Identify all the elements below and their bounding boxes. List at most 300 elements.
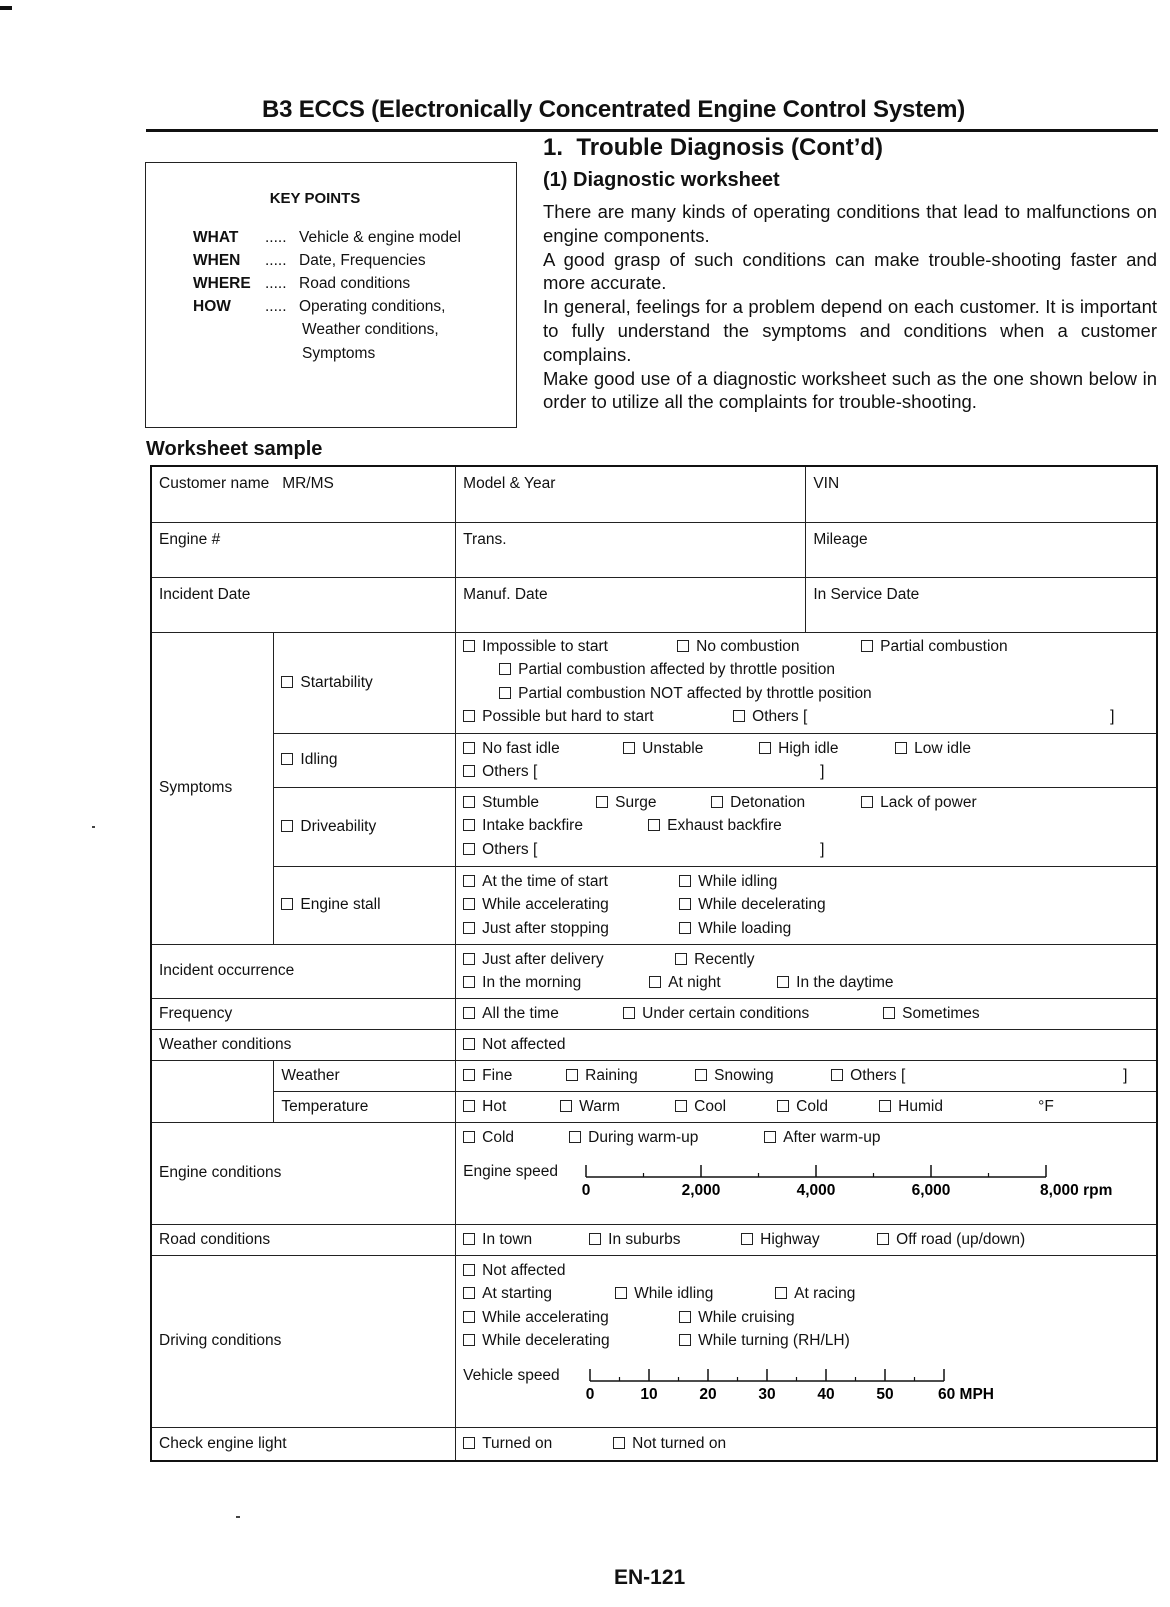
option-impossible[interactable] <box>463 635 608 659</box>
tick-label: 50 <box>876 1385 894 1403</box>
option-line <box>463 1282 1149 1306</box>
check-engine-label <box>151 1427 456 1461</box>
option-surge[interactable] <box>596 791 656 815</box>
option-humid[interactable] <box>879 1095 943 1119</box>
checkbox[interactable] <box>463 1334 475 1346</box>
checkbox[interactable] <box>679 875 691 887</box>
checkbox[interactable] <box>679 922 691 934</box>
option-label: Warm <box>579 1097 620 1115</box>
option-while-decelerating[interactable] <box>463 1329 610 1353</box>
checkbox[interactable] <box>463 1264 475 1276</box>
option-intake-backfire[interactable] <box>463 814 583 838</box>
option-detonation[interactable] <box>711 791 805 815</box>
vin-field[interactable] <box>806 466 1157 522</box>
checkbox[interactable] <box>463 640 475 652</box>
checkbox[interactable] <box>649 976 661 988</box>
tick-label: 20 <box>699 1385 717 1403</box>
checkbox[interactable] <box>589 1233 601 1245</box>
table-row <box>151 1091 1157 1122</box>
checkbox[interactable] <box>613 1437 625 1449</box>
option-label: Others [ <box>482 763 538 780</box>
option-label: While loading <box>698 919 792 937</box>
option-line <box>463 635 1149 659</box>
option-line <box>463 893 1149 917</box>
key-points-title: KEY POINTS <box>269 190 361 207</box>
option-unstable[interactable] <box>623 737 703 761</box>
field-label: Trans. <box>463 530 507 548</box>
option-line <box>463 1329 1149 1353</box>
option-highway[interactable] <box>741 1228 819 1252</box>
table-row <box>151 1060 1157 1091</box>
engine-stall-cell[interactable] <box>274 866 456 944</box>
option-label: Raining <box>585 1066 638 1084</box>
tick-label: 2,000 <box>681 1182 721 1199</box>
option-line <box>463 1228 1149 1252</box>
option-label: Highway <box>760 1230 820 1248</box>
paragraph: There are many kinds of operating conditions that lead to malfunctions on engine components. <box>543 201 1157 246</box>
option-at-night[interactable] <box>649 971 721 995</box>
row-label: Symptoms <box>159 779 233 796</box>
option-while-decelerating[interactable] <box>679 893 826 917</box>
key-point-how-cont: Symptoms <box>302 345 376 362</box>
checkbox[interactable] <box>281 820 293 832</box>
driveability-options <box>456 787 1157 866</box>
option-label: Off road (up/down) <box>896 1230 1026 1248</box>
option-label: Surge <box>615 793 657 811</box>
checkbox[interactable] <box>463 1287 475 1299</box>
temperature-options <box>456 1091 1157 1122</box>
scale-label: Engine speed <box>463 1163 558 1180</box>
option-high-idle[interactable] <box>759 737 838 761</box>
checkbox[interactable] <box>281 898 293 910</box>
engine-stall-options <box>456 866 1157 944</box>
key-point-dots: ..... <box>265 275 287 292</box>
customer-name-field[interactable] <box>151 466 456 522</box>
option-while-cruising[interactable] <box>679 1306 794 1330</box>
option-no-fast-idle[interactable] <box>463 737 560 761</box>
key-point-value: Date, Frequencies <box>299 252 426 269</box>
option-line <box>463 760 1149 784</box>
table-row <box>151 998 1157 1029</box>
startability-cell[interactable] <box>274 632 456 733</box>
worksheet-label: Worksheet sample <box>146 438 323 460</box>
option-not-affected[interactable] <box>463 1259 565 1283</box>
checkbox[interactable] <box>463 1233 475 1245</box>
row-label: Temperature <box>281 1097 369 1115</box>
option-in-suburbs[interactable] <box>589 1228 680 1252</box>
row-label: Frequency <box>159 1004 233 1022</box>
option-label: Unstable <box>642 739 704 757</box>
checkbox[interactable] <box>861 640 873 652</box>
engine-speed-scale <box>463 1161 1149 1205</box>
row-label: Weather <box>281 1066 340 1084</box>
option-label: At racing <box>794 1285 856 1302</box>
header-rule <box>146 129 1158 132</box>
engine-conditions-label <box>151 1122 456 1224</box>
scale-label: Vehicle speed <box>463 1366 560 1384</box>
checkbox[interactable] <box>615 1287 627 1299</box>
field-label: Mileage <box>813 530 868 548</box>
driving-conditions-label <box>151 1255 456 1427</box>
option-at-racing[interactable] <box>775 1282 855 1306</box>
option-label: Lack of power <box>880 793 977 811</box>
tick-label: 0 <box>581 1182 591 1199</box>
driving-conditions-options <box>456 1255 1157 1427</box>
option-while-loading[interactable] <box>679 917 791 941</box>
frequency-options <box>456 998 1157 1029</box>
option-line <box>463 1002 1149 1026</box>
option-lack-of-power[interactable] <box>861 791 977 815</box>
option-cool[interactable] <box>675 1095 726 1119</box>
option-while-turning[interactable] <box>679 1329 850 1353</box>
checkbox[interactable] <box>499 687 511 699</box>
option-label: Others [ <box>482 840 538 858</box>
option-line <box>463 948 1149 972</box>
option-exhaust-backfire[interactable] <box>648 814 782 838</box>
option-label: Detonation <box>730 793 806 811</box>
row-label: Incident occurrence <box>159 962 295 979</box>
table-row <box>151 577 1157 632</box>
checkbox[interactable] <box>879 1100 891 1112</box>
option-label: No combustion <box>696 637 800 655</box>
option-partial-affected[interactable] <box>499 658 835 682</box>
checkbox[interactable] <box>463 1007 475 1019</box>
tick-label: 40 <box>817 1385 835 1403</box>
option-label: Cold <box>796 1097 829 1115</box>
option-label: Just after stopping <box>482 919 609 937</box>
option-at-starting[interactable] <box>463 1282 552 1306</box>
option-label: While idling <box>698 872 778 890</box>
incident-occurrence-label <box>151 944 456 998</box>
option-in-the-daytime[interactable] <box>777 971 893 995</box>
checkbox[interactable] <box>463 1437 475 1449</box>
option-not-turned-on[interactable] <box>613 1432 726 1456</box>
option-cold[interactable] <box>777 1095 828 1119</box>
option-not-affected[interactable] <box>463 1033 565 1057</box>
option-label: Cold <box>482 1128 515 1146</box>
table-row <box>151 522 1157 577</box>
checkbox[interactable] <box>679 1334 691 1346</box>
field-label: Customer name <box>159 475 270 492</box>
option-others[interactable] <box>733 705 807 729</box>
checkbox[interactable] <box>741 1233 753 1245</box>
option-line <box>463 1432 1149 1456</box>
checkbox[interactable] <box>463 1069 475 1081</box>
checkbox[interactable] <box>648 819 660 831</box>
checkbox[interactable] <box>499 663 511 675</box>
key-points-box <box>145 162 517 428</box>
manuf-date-field[interactable] <box>456 577 806 632</box>
table-row <box>151 1224 1157 1255</box>
checkbox[interactable] <box>569 1131 581 1143</box>
key-point-key: WHERE <box>193 275 251 292</box>
option-label: After warm-up <box>783 1128 881 1146</box>
option-in-town[interactable] <box>463 1228 532 1252</box>
body-text <box>543 200 1157 414</box>
option-at-start[interactable] <box>463 870 608 894</box>
option-low-idle[interactable] <box>895 737 971 761</box>
option-while-accelerating[interactable] <box>463 893 609 917</box>
option-line <box>463 1095 1149 1119</box>
field-label: Incident Date <box>159 585 251 603</box>
key-point-what <box>193 229 461 247</box>
checkbox[interactable] <box>463 843 475 855</box>
margin-dot <box>92 826 95 828</box>
bracket-close: ] <box>820 763 825 780</box>
checkbox[interactable] <box>623 742 635 754</box>
checkbox[interactable] <box>281 676 293 688</box>
option-line <box>463 838 1149 862</box>
option-warm[interactable] <box>560 1095 620 1119</box>
option-label: While idling <box>634 1285 714 1302</box>
checkbox[interactable] <box>759 742 771 754</box>
option-line <box>463 682 1149 706</box>
option-stumble[interactable] <box>463 791 539 815</box>
check-engine-options <box>456 1427 1157 1461</box>
option-label: Partial combustion NOT affected by throttle position <box>518 684 872 702</box>
checkbox[interactable] <box>463 1311 475 1323</box>
option-label: Not turned on <box>632 1435 727 1452</box>
option-line <box>463 870 1149 894</box>
table-row <box>151 1255 1157 1427</box>
option-label: Snowing <box>714 1066 774 1084</box>
option-label: Turned on <box>482 1435 553 1452</box>
vehicle-speed-axis <box>463 1365 1023 1409</box>
option-others[interactable] <box>831 1064 905 1088</box>
option-line <box>463 658 1149 682</box>
margin-mark <box>0 6 12 10</box>
option-line <box>463 917 1149 941</box>
option-in-the-morning[interactable] <box>463 971 581 995</box>
option-label: Sometimes <box>902 1004 980 1022</box>
option-possible-hard[interactable] <box>463 705 653 729</box>
option-line <box>463 1259 1149 1283</box>
option-off-road[interactable] <box>877 1228 1025 1252</box>
checkbox[interactable] <box>463 1131 475 1143</box>
page-number: EN-121 <box>614 1566 686 1589</box>
driveability-cell[interactable] <box>274 787 456 866</box>
option-label: Intake backfire <box>482 817 583 834</box>
incident-date-field[interactable] <box>151 577 456 632</box>
option-label: Recently <box>694 950 755 968</box>
incident-occurrence-options <box>456 944 1157 998</box>
row-label: Road conditions <box>159 1230 271 1248</box>
checkbox[interactable] <box>861 796 873 808</box>
option-label: In suburbs <box>608 1230 681 1248</box>
option-others[interactable] <box>463 760 537 784</box>
checkbox[interactable] <box>675 953 687 965</box>
checkbox[interactable] <box>733 710 745 722</box>
checkbox[interactable] <box>560 1100 572 1112</box>
option-label: Others [ <box>752 708 808 725</box>
checkbox[interactable] <box>463 796 475 808</box>
key-point-dots: ..... <box>265 229 287 246</box>
option-label: Not affected <box>482 1035 566 1053</box>
option-all-the-time[interactable] <box>463 1002 559 1026</box>
paragraph: In general, feelings for a problem depend on each customer. It is important to fully understand the symptoms and conditions when a customer complains. <box>543 296 1157 365</box>
checkbox[interactable] <box>679 898 691 910</box>
option-label: While cruising <box>698 1308 795 1326</box>
option-others[interactable] <box>463 838 537 862</box>
option-label: Fine <box>482 1066 513 1084</box>
table-row <box>151 866 1157 944</box>
option-under-certain-conditions[interactable] <box>623 1002 809 1026</box>
row-label: Check engine light <box>159 1434 287 1452</box>
option-while-idling[interactable] <box>679 870 777 894</box>
checkbox[interactable] <box>677 640 689 652</box>
option-label: In town <box>482 1230 533 1248</box>
row-label: Startability <box>300 673 373 691</box>
tick-label: 30 <box>758 1385 776 1403</box>
field-label: VIN <box>813 475 840 492</box>
option-line <box>463 1126 1149 1150</box>
option-label: Low idle <box>914 739 972 757</box>
field-label: Engine # <box>159 530 221 548</box>
checkbox[interactable] <box>463 710 475 722</box>
option-label: Partial combustion <box>880 637 1008 655</box>
key-point-key: HOW <box>193 298 231 315</box>
checkbox[interactable] <box>463 875 475 887</box>
frequency-label <box>151 998 456 1029</box>
paragraph: Make good use of a diagnostic worksheet such as the one shown below in order to utilize all the complaints for trouble-shooting. <box>543 367 1157 413</box>
tick-label: 10 <box>640 1385 658 1403</box>
checkbox[interactable] <box>596 796 608 808</box>
checkbox[interactable] <box>895 742 907 754</box>
option-label: During warm-up <box>588 1128 699 1146</box>
checkbox[interactable] <box>463 742 475 754</box>
key-point-when <box>193 252 426 270</box>
option-cold[interactable] <box>463 1126 514 1150</box>
table-row <box>151 466 1157 522</box>
key-point-value: Vehicle & engine model <box>299 229 462 246</box>
checkbox[interactable] <box>463 819 475 831</box>
option-during-warmup[interactable] <box>569 1126 698 1150</box>
option-label: No fast idle <box>482 739 560 757</box>
checkbox[interactable] <box>777 976 789 988</box>
option-while-idling[interactable] <box>615 1282 713 1306</box>
option-label: While decelerating <box>482 1332 610 1349</box>
section-title: 1. Trouble Diagnosis (Cont’d) <box>543 134 884 161</box>
table-row <box>151 733 1157 787</box>
option-line <box>463 971 1149 995</box>
option-no-combustion[interactable] <box>677 635 799 659</box>
bracket-close: ] <box>1123 1066 1128 1084</box>
checkbox[interactable] <box>877 1233 889 1245</box>
checkbox[interactable] <box>623 1007 635 1019</box>
row-label: Driveability <box>300 817 377 835</box>
checkbox[interactable] <box>883 1007 895 1019</box>
key-point-key: WHAT <box>193 229 239 246</box>
field-label: MR/MS <box>282 475 334 492</box>
option-after-warmup[interactable] <box>764 1126 880 1150</box>
subsection-title: (1) Diagnostic worksheet <box>543 169 780 191</box>
page-header-title: B3 ECCS (Electronically Concentrated Engine Control System) <box>262 96 966 123</box>
option-fine[interactable] <box>463 1064 512 1088</box>
checkbox[interactable] <box>777 1100 789 1112</box>
row-label: Engine conditions <box>159 1164 282 1181</box>
diagnostic-worksheet <box>150 465 1158 1462</box>
tick-label: 4,000 <box>796 1182 836 1199</box>
table-row <box>151 787 1157 866</box>
field-label: Model & Year <box>463 475 556 492</box>
road-conditions-label <box>151 1224 456 1255</box>
trans-field[interactable] <box>456 522 806 577</box>
checkbox[interactable] <box>281 753 293 765</box>
option-label: Hot <box>482 1097 507 1115</box>
option-label: Just after delivery <box>482 950 604 968</box>
option-partial-not-affected[interactable] <box>499 682 872 706</box>
margin-dot <box>236 1516 240 1518</box>
option-label: While turning (RH/LH) <box>698 1332 850 1349</box>
option-line <box>463 1064 1149 1088</box>
option-label: Humid <box>898 1097 943 1115</box>
option-partial-combustion[interactable] <box>861 635 1008 659</box>
option-recently[interactable] <box>675 948 754 972</box>
checkbox[interactable] <box>566 1069 578 1081</box>
option-label: Impossible to start <box>482 637 608 655</box>
tick-label: 60 MPH <box>938 1385 995 1403</box>
checkbox[interactable] <box>831 1069 843 1081</box>
engine-number-field[interactable] <box>151 522 456 577</box>
option-label: At the time of start <box>482 872 608 890</box>
checkbox[interactable] <box>463 1038 475 1050</box>
option-line <box>463 1033 1149 1057</box>
tick-label: 8,000 rpm <box>1040 1182 1113 1199</box>
vehicle-speed-scale <box>463 1365 1149 1409</box>
checkbox[interactable] <box>775 1287 787 1299</box>
option-turned-on[interactable] <box>463 1432 552 1456</box>
option-line <box>463 814 1149 838</box>
option-snowing[interactable] <box>695 1064 773 1088</box>
option-line <box>463 705 1149 729</box>
option-label: Exhaust backfire <box>667 817 782 834</box>
checkbox[interactable] <box>463 922 475 934</box>
option-label: While accelerating <box>482 1308 609 1326</box>
mileage-field[interactable] <box>806 522 1157 577</box>
key-point-dots: ..... <box>265 298 287 315</box>
road-conditions-options <box>456 1224 1157 1255</box>
model-year-field[interactable] <box>456 466 806 522</box>
option-just-after-delivery[interactable] <box>463 948 603 972</box>
key-point-dots: ..... <box>265 252 287 269</box>
option-hot[interactable] <box>463 1095 506 1119</box>
engine-conditions-options <box>456 1122 1157 1224</box>
option-sometimes[interactable] <box>883 1002 980 1026</box>
key-point-value: Road conditions <box>299 275 411 292</box>
startability-options <box>456 632 1157 733</box>
checkbox[interactable] <box>675 1100 687 1112</box>
table-row <box>151 632 1157 733</box>
option-label: Others [ <box>850 1066 906 1084</box>
checkbox[interactable] <box>463 898 475 910</box>
checkbox[interactable] <box>463 976 475 988</box>
option-raining[interactable] <box>566 1064 638 1088</box>
checkbox[interactable] <box>764 1131 776 1143</box>
option-while-accelerating[interactable] <box>463 1306 609 1330</box>
checkbox[interactable] <box>679 1311 691 1323</box>
in-service-date-field[interactable] <box>806 577 1157 632</box>
idling-cell[interactable] <box>274 733 456 787</box>
option-just-after-stopping[interactable] <box>463 917 609 941</box>
checkbox[interactable] <box>463 1100 475 1112</box>
checkbox[interactable] <box>463 953 475 965</box>
checkbox[interactable] <box>463 765 475 777</box>
checkbox[interactable] <box>711 796 723 808</box>
checkbox[interactable] <box>695 1069 707 1081</box>
option-label: All the time <box>482 1004 559 1022</box>
row-label: Weather conditions <box>159 1035 292 1053</box>
field-label: In Service Date <box>813 585 920 603</box>
